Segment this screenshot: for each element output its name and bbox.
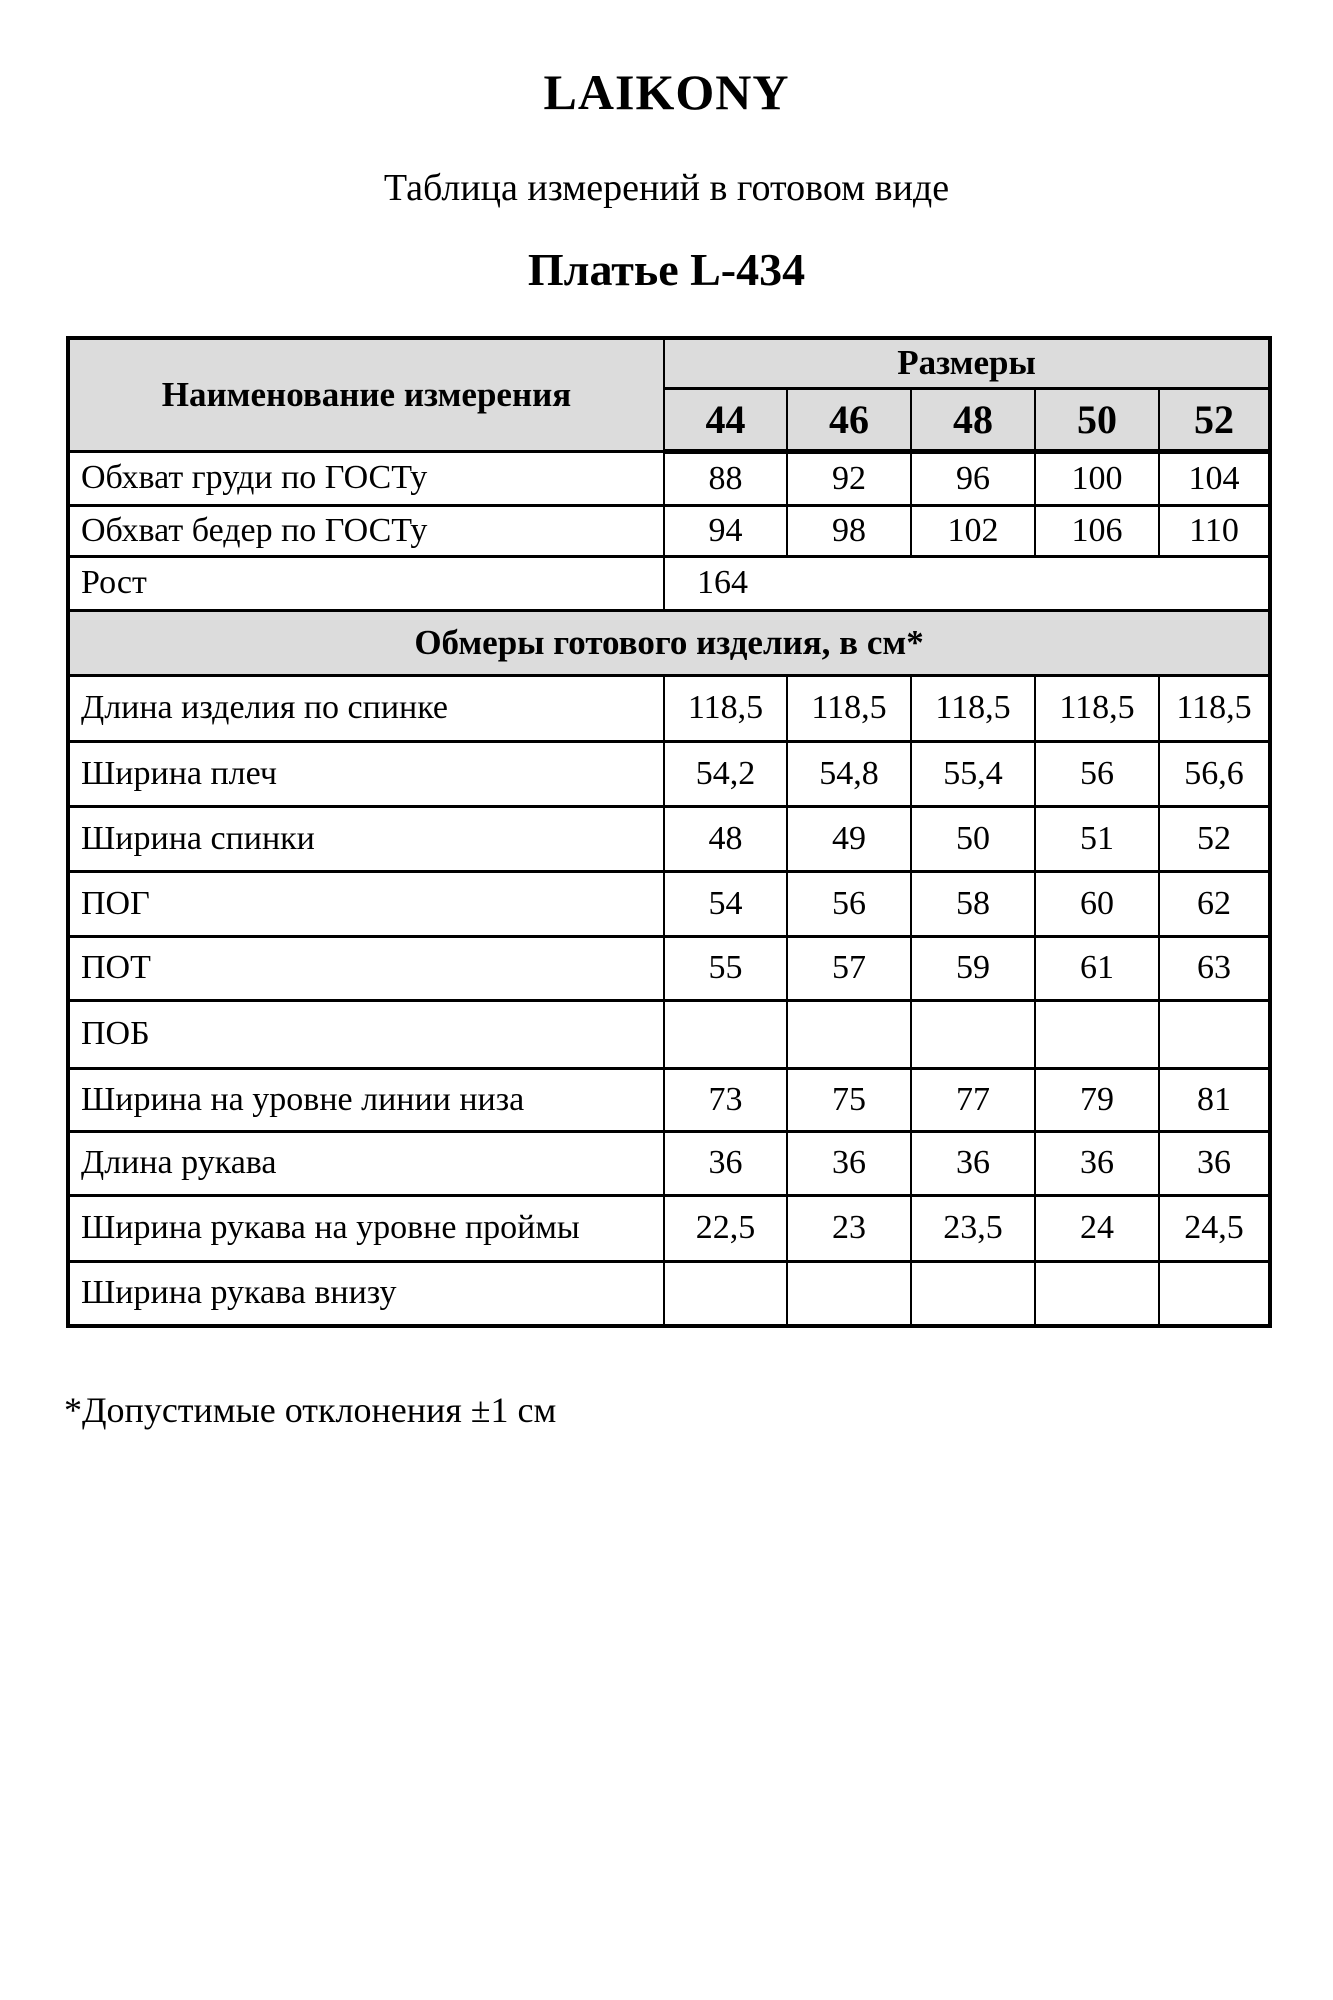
value-cell: 36 — [911, 1131, 1035, 1195]
value-cell: 92 — [787, 451, 911, 505]
value-cell: 55,4 — [911, 741, 1035, 806]
row-label: ПОТ — [68, 936, 664, 1000]
value-cell: 57 — [787, 936, 911, 1000]
value-cell: 55 — [664, 936, 787, 1000]
value-cell: 51 — [1035, 806, 1159, 871]
value-cell: 58 — [911, 871, 1035, 936]
value-cell: 88 — [664, 451, 787, 505]
name-column-header: Наименование измерения — [68, 338, 664, 451]
value-cell: 23 — [787, 1195, 911, 1261]
size-column-header: 44 — [664, 388, 787, 451]
size-column-header: 48 — [911, 388, 1035, 451]
value-cell: 48 — [664, 806, 787, 871]
value-cell: 75 — [787, 1068, 911, 1131]
row-label: Длина рукава — [68, 1131, 664, 1195]
value-cell: 61 — [1035, 936, 1159, 1000]
document-subtitle: Таблица измерений в готовом виде — [383, 167, 950, 209]
value-cell: 36 — [1159, 1131, 1270, 1195]
row-label: Ширина рукава на уровне проймы — [68, 1195, 664, 1261]
value-cell: 94 — [664, 505, 787, 556]
value-cell: 118,5 — [1159, 675, 1270, 741]
table-row — [68, 505, 1270, 556]
section-header: Обмеры готового изделия, в см* — [68, 610, 1270, 675]
value-cell: 59 — [911, 936, 1035, 1000]
value-cell: 24 — [1035, 1195, 1159, 1261]
value-cell: 118,5 — [1035, 675, 1159, 741]
value-cell: 118,5 — [787, 675, 911, 741]
row-label: Ширина на уровне линии низа — [68, 1068, 664, 1131]
value-cell: 36 — [1035, 1131, 1159, 1195]
value-cell: 54 — [664, 871, 787, 936]
value-cell: 56,6 — [1159, 741, 1270, 806]
value-cell: 62 — [1159, 871, 1270, 936]
row-label: Ширина плеч — [68, 741, 664, 806]
value-cell: 63 — [1159, 936, 1270, 1000]
section-header-row — [68, 610, 1270, 675]
table-row — [68, 1261, 1270, 1326]
row-label: Обхват бедер по ГОСТу — [68, 505, 664, 556]
row-label: Ширина рукава внизу — [68, 1261, 664, 1326]
size-column-header: 50 — [1035, 388, 1159, 451]
size-column-header: 52 — [1159, 388, 1270, 451]
value-cell: 60 — [1035, 871, 1159, 936]
value-cell: 100 — [1035, 451, 1159, 505]
value-cell: 54,2 — [664, 741, 787, 806]
value-cell: 22,5 — [664, 1195, 787, 1261]
value-cell: 77 — [911, 1068, 1035, 1131]
value-cell: 96 — [911, 451, 1035, 505]
row-label: ПОГ — [68, 871, 664, 936]
table-row — [68, 451, 1270, 505]
value-cell: 79 — [1035, 1068, 1159, 1131]
table-row — [68, 1195, 1270, 1261]
brand-title: LAIKONY — [543, 64, 790, 120]
table-row — [68, 1000, 1270, 1068]
value-cell — [664, 1261, 787, 1326]
row-label: Длина изделия по спинке — [68, 675, 664, 741]
table-row — [68, 1131, 1270, 1195]
table-row — [68, 871, 1270, 936]
value-cell — [911, 1000, 1035, 1068]
measurement-table — [66, 336, 1272, 1328]
value-cell — [664, 1000, 787, 1068]
value-cell: 54,8 — [787, 741, 911, 806]
value-cell: 49 — [787, 806, 911, 871]
table-row — [68, 675, 1270, 741]
value-cell — [787, 1000, 911, 1068]
value-cell: 36 — [664, 1131, 787, 1195]
table-row — [68, 806, 1270, 871]
row-label: Обхват груди по ГОСТу — [68, 451, 664, 505]
value-cell — [1159, 1000, 1270, 1068]
value-cell: 56 — [1035, 741, 1159, 806]
sizes-group-header: Размеры — [664, 338, 1270, 388]
value-cell — [1159, 1261, 1270, 1326]
value-cell: 106 — [1035, 505, 1159, 556]
value-cell: 52 — [1159, 806, 1270, 871]
table-row — [68, 1068, 1270, 1131]
row-label: Рост — [68, 556, 664, 610]
value-cell: 98 — [787, 505, 911, 556]
value-cell — [1035, 1261, 1159, 1326]
row-label: Ширина спинки — [68, 806, 664, 871]
table-row — [68, 741, 1270, 806]
value-cell — [787, 1261, 911, 1326]
value-cell — [1035, 1000, 1159, 1068]
value-cell: 102 — [911, 505, 1035, 556]
value-cell: 81 — [1159, 1068, 1270, 1131]
value-cell: 118,5 — [664, 675, 787, 741]
value-cell: 23,5 — [911, 1195, 1035, 1261]
value-cell — [911, 1261, 1035, 1326]
size-column-header: 46 — [787, 388, 911, 451]
table-row — [68, 936, 1270, 1000]
height-value-cell: 164 — [664, 556, 1270, 610]
row-label: ПОБ — [68, 1000, 664, 1068]
value-cell: 104 — [1159, 451, 1270, 505]
tolerance-footnote: *Допустимые отклонения ±1 см — [64, 1390, 557, 1430]
value-cell: 36 — [787, 1131, 911, 1195]
value-cell: 73 — [664, 1068, 787, 1131]
product-title: Платье L-434 — [527, 244, 806, 295]
value-cell: 56 — [787, 871, 911, 936]
value-cell: 24,5 — [1159, 1195, 1270, 1261]
value-cell: 110 — [1159, 505, 1270, 556]
table-row-height — [68, 556, 1270, 610]
value-cell: 118,5 — [911, 675, 1035, 741]
value-cell: 50 — [911, 806, 1035, 871]
